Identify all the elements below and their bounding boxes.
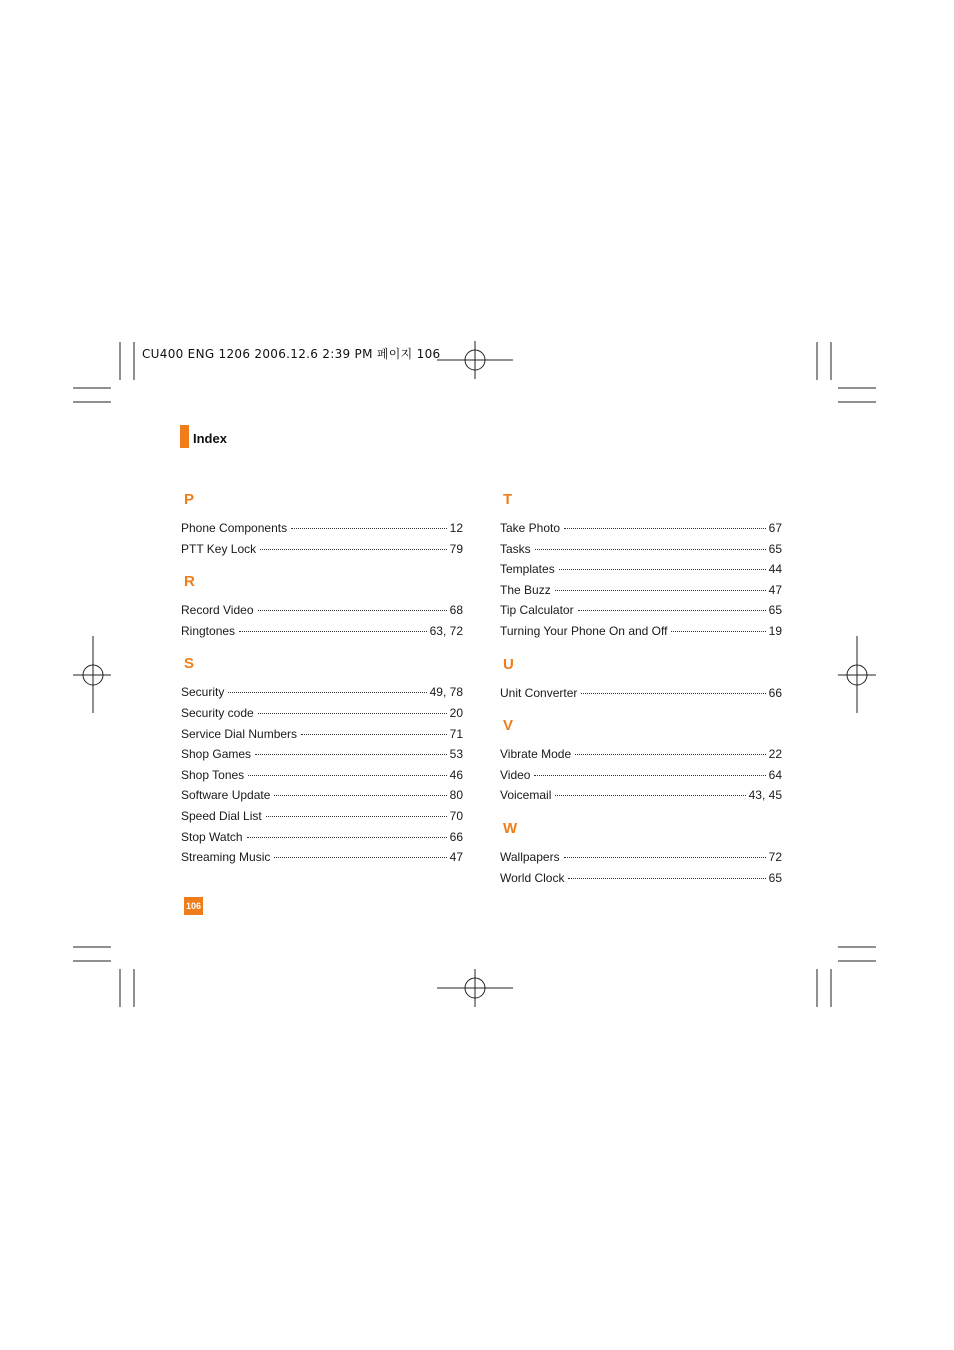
entry-pages: 22 xyxy=(768,747,782,762)
dot-leader xyxy=(247,837,447,838)
index-section xyxy=(181,654,463,867)
index-entry xyxy=(181,724,463,745)
index-entry xyxy=(181,703,463,724)
dot-leader xyxy=(248,775,446,776)
index-entry xyxy=(500,785,782,806)
entry-pages: 47 xyxy=(768,582,782,597)
section-letter: S xyxy=(184,655,195,673)
print-slug: CU400 ENG 1206 2006.12.6 2:39 PM 페이지 106 xyxy=(142,347,441,361)
entry-name: Ringtones xyxy=(181,623,236,638)
dot-leader xyxy=(564,528,766,529)
index-section xyxy=(500,819,782,888)
index-entry xyxy=(181,847,463,868)
entry-pages: 80 xyxy=(449,788,463,803)
dot-leader xyxy=(266,816,447,817)
entry-pages: 70 xyxy=(449,808,463,823)
entry-name: Streaming Music xyxy=(181,850,271,865)
entry-name: Service Dial Numbers xyxy=(181,726,298,741)
page-title: Index xyxy=(193,431,227,446)
index-section xyxy=(181,490,463,559)
index-entry xyxy=(500,868,782,889)
index-entry xyxy=(181,765,463,786)
entry-name: PTT Key Lock xyxy=(181,541,257,556)
entry-pages: 67 xyxy=(768,521,782,535)
entry-name: Shop Games xyxy=(181,747,252,762)
entry-name: Voicemail xyxy=(500,788,552,803)
index-entry xyxy=(181,827,463,848)
index-section xyxy=(500,655,782,704)
index-entry xyxy=(500,539,782,560)
entry-name: Unit Converter xyxy=(500,685,578,700)
entry-name: Stop Watch xyxy=(181,829,243,844)
index-entry xyxy=(181,682,463,703)
index-column-left xyxy=(181,490,463,881)
index-entry xyxy=(500,683,782,704)
entry-name: Tip Calculator xyxy=(500,603,574,618)
dot-leader xyxy=(578,610,766,611)
entry-name: World Clock xyxy=(500,870,565,885)
entry-name: The Buzz xyxy=(500,582,551,597)
index-entry xyxy=(500,518,782,539)
dot-leader xyxy=(228,692,426,693)
dot-leader xyxy=(671,631,765,632)
entry-pages: 44 xyxy=(768,562,782,577)
entry-name: Shop Tones xyxy=(181,767,245,782)
entry-name: Security xyxy=(181,685,225,700)
index-entry xyxy=(500,765,782,786)
entry-name: Phone Components xyxy=(181,521,288,535)
entry-pages: 20 xyxy=(449,705,463,720)
index-entry xyxy=(181,621,463,642)
dot-leader xyxy=(301,734,447,735)
entry-pages: 63, 72 xyxy=(429,623,463,638)
header-accent-bar xyxy=(180,425,189,448)
dot-leader xyxy=(255,754,447,755)
entry-pages: 64 xyxy=(768,767,782,782)
entry-pages: 46 xyxy=(449,767,463,782)
entry-pages: 47 xyxy=(449,850,463,865)
dot-leader xyxy=(258,713,447,714)
index-section xyxy=(500,716,782,806)
section-letter: W xyxy=(503,819,518,837)
index-entry xyxy=(500,559,782,580)
index-entry xyxy=(500,847,782,868)
dot-leader xyxy=(260,549,447,550)
entry-pages: 65 xyxy=(768,603,782,618)
dot-leader xyxy=(559,569,766,570)
entry-pages: 43, 45 xyxy=(748,788,782,803)
index-entry xyxy=(181,600,463,621)
entry-name: Speed Dial List xyxy=(181,808,262,823)
entry-pages: 66 xyxy=(768,685,782,700)
dot-leader xyxy=(555,795,745,796)
section-letter: P xyxy=(184,491,195,508)
index-entry xyxy=(181,785,463,806)
dot-leader xyxy=(535,549,766,550)
index-entry xyxy=(500,621,782,642)
dot-leader xyxy=(274,857,446,858)
entry-pages: 53 xyxy=(449,747,463,762)
dot-leader xyxy=(534,775,765,776)
index-entry xyxy=(181,806,463,827)
page-number-badge: 106 xyxy=(184,897,203,915)
index-entry xyxy=(500,744,782,765)
entry-name: Turning Your Phone On and Off xyxy=(500,623,668,638)
entry-name: Take Photo xyxy=(500,521,561,535)
index-entry xyxy=(500,580,782,601)
section-letter: V xyxy=(503,717,514,735)
dot-leader xyxy=(575,754,765,755)
index-entry xyxy=(181,539,463,560)
section-letter: R xyxy=(184,573,195,591)
entry-pages: 49, 78 xyxy=(429,685,463,700)
dot-leader xyxy=(555,590,766,591)
dot-leader xyxy=(568,878,765,879)
entry-pages: 68 xyxy=(449,603,463,618)
index-section xyxy=(181,572,463,641)
dot-leader xyxy=(581,693,765,694)
entry-pages: 71 xyxy=(449,726,463,741)
entry-name: Vibrate Mode xyxy=(500,747,572,762)
dot-leader xyxy=(258,610,447,611)
dot-leader xyxy=(291,528,447,529)
entry-pages: 79 xyxy=(449,541,463,556)
index-entry xyxy=(181,518,463,539)
entry-name: Software Update xyxy=(181,788,271,803)
index-entry xyxy=(181,744,463,765)
dot-leader xyxy=(564,857,766,858)
entry-pages: 19 xyxy=(768,623,782,638)
entry-pages: 65 xyxy=(768,541,782,556)
entry-name: Templates xyxy=(500,562,555,577)
entry-name: Record Video xyxy=(181,603,254,618)
entry-name: Wallpapers xyxy=(500,849,560,864)
entry-pages: 66 xyxy=(449,829,463,844)
index-column-right xyxy=(500,490,782,901)
entry-pages: 65 xyxy=(768,870,782,885)
entry-name: Tasks xyxy=(500,541,531,556)
entry-pages: 72 xyxy=(768,849,782,864)
index-entry xyxy=(500,600,782,621)
section-letter: T xyxy=(503,491,513,508)
index-section xyxy=(500,490,782,642)
entry-pages: 12 xyxy=(449,521,463,535)
dot-leader xyxy=(274,795,446,796)
entry-name: Security code xyxy=(181,705,254,720)
section-letter: U xyxy=(503,655,514,673)
entry-name: Video xyxy=(500,767,531,782)
dot-leader xyxy=(239,631,427,632)
